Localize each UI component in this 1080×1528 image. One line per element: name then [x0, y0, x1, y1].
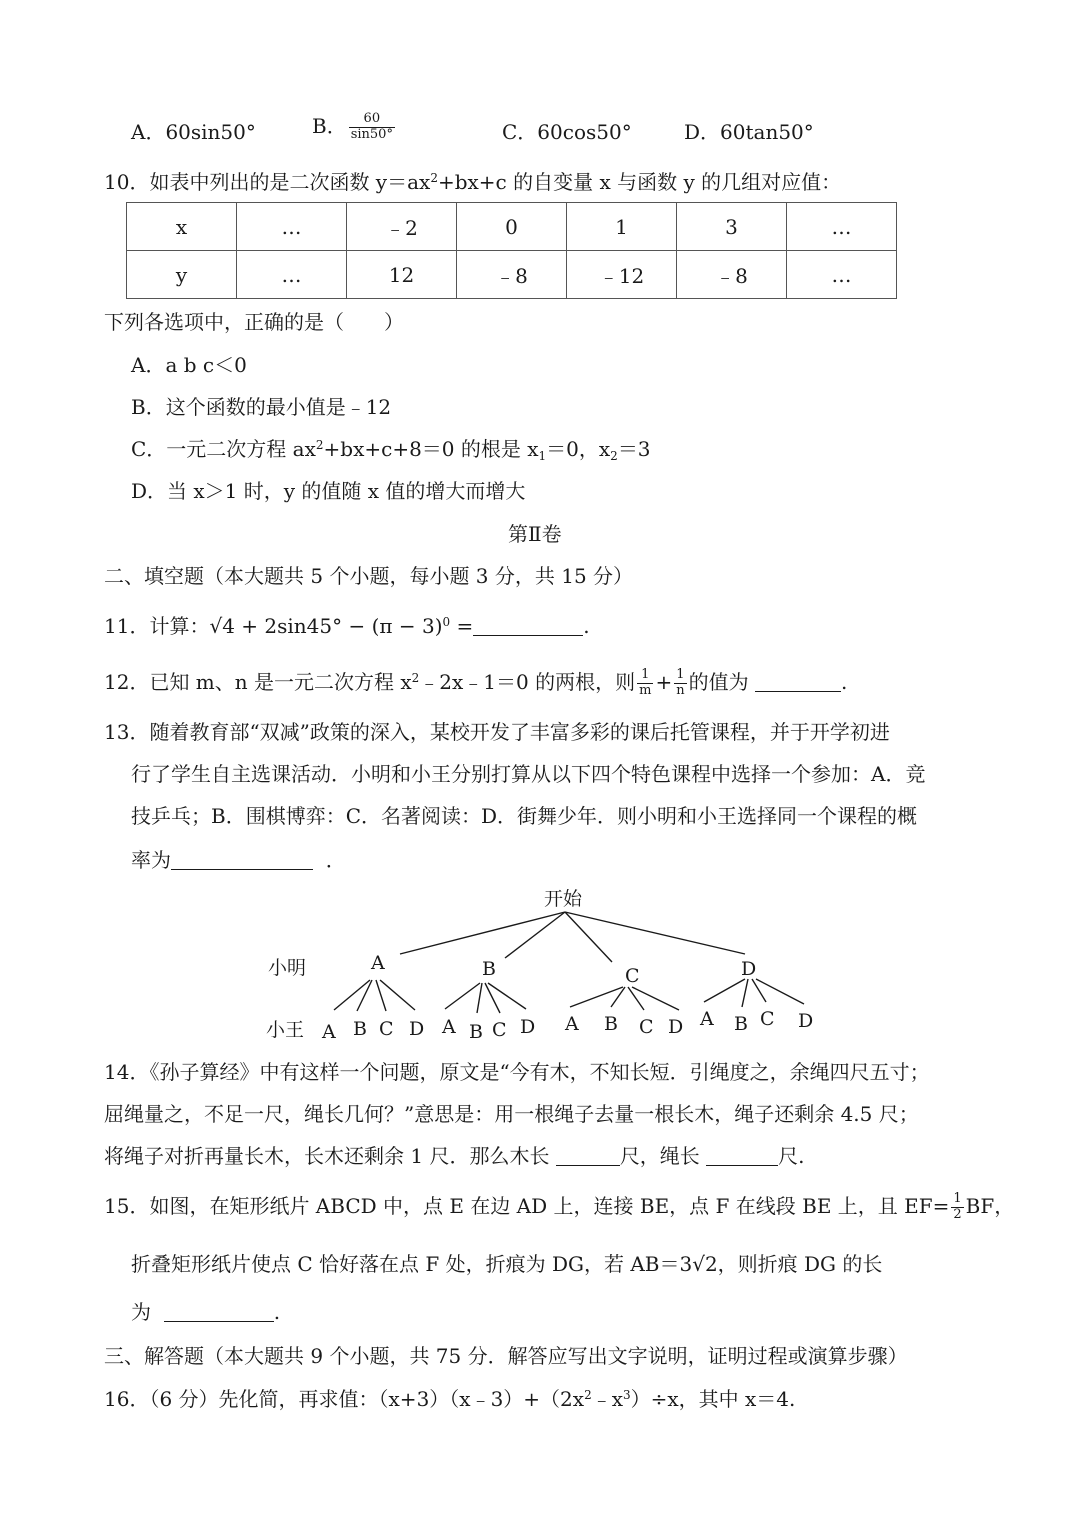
q10-c-part1: C．一元二次方程 ax [131, 437, 316, 461]
tree-level1-node: C [625, 965, 640, 987]
tree-leaf: C [379, 1018, 394, 1040]
q14-wood-length-blank[interactable] [556, 1147, 620, 1166]
q14-line-1: 14．《孙子算经》中有这样一个问题，原文是“今有木，不知长短．引绳度之，余绳四尺五寸； [104, 1060, 930, 1084]
q12-f2-num: 1 [674, 668, 686, 684]
tree-leaf: B [469, 1021, 483, 1043]
q16-mid: ﹣x [591, 1387, 623, 1411]
q16-post: ）÷x，其中 x＝4. [630, 1387, 796, 1411]
table-cell: 12 [347, 251, 457, 299]
tree-leaf: C [492, 1019, 507, 1041]
q14-rope-length-blank[interactable] [706, 1147, 778, 1166]
tree-branch [570, 987, 623, 1007]
tree-branch [477, 983, 482, 1013]
q16-sup2: 3 [622, 1388, 631, 1402]
q16 [104, 1389, 795, 1409]
q13-line4-end: ． [325, 848, 346, 872]
q14-line3-end: 尺. [778, 1144, 805, 1168]
tree-branch [400, 912, 565, 954]
tree-branch [485, 983, 500, 1013]
q15-frac-den: 2 [953, 1206, 962, 1222]
q14-line-2: 屈绳量之，不足一尺，绳长几何？”意思是：用一根绳子去量一根长木，绳子还剩余 4.5 尺； [104, 1102, 919, 1126]
volume-title: 第Ⅱ卷 [508, 522, 562, 546]
q14-line3-pre: 将绳子对折再量长木，长木还剩余 1 尺．那么木长 [104, 1144, 550, 1168]
tree-leaf: D [668, 1016, 684, 1038]
q13-line-1: 13．随着教育部“双减”政策的深入，某校开发了丰富多彩的课后托管课程，并于开学初进 [104, 720, 890, 744]
q12-f1-num: 1 [637, 668, 653, 684]
tree-branch [742, 979, 748, 1007]
q10-c-part4: ＝3 [617, 437, 651, 461]
tree-root-label: 开始 [544, 888, 583, 910]
q10-c-part3: ＝0，x [546, 437, 611, 461]
q14-line-3 [104, 1146, 805, 1166]
q15-line1-post: BF， [965, 1193, 1015, 1218]
q12-mid: ﹣2x﹣1＝0 的两根，则 [419, 669, 636, 694]
tree-leaf: B [734, 1013, 748, 1035]
q12-f1-den: m [639, 682, 652, 698]
q12-pre: 12．已知 m、n 是一元二次方程 x [104, 669, 412, 694]
q12-plus: + [655, 669, 673, 694]
table-cell: … [237, 251, 347, 299]
table-cell: ﹣8 [457, 251, 567, 299]
tree-branch [445, 983, 480, 1009]
q11-exponent: 0 [442, 615, 451, 629]
tree-leaf: A [565, 1013, 579, 1035]
tree-level1-node: D [741, 958, 757, 980]
tree-branch [628, 987, 644, 1010]
q11-expression: √4 + 2sin45° − (π − 3) [209, 614, 443, 638]
tree-leaf: B [353, 1018, 367, 1040]
q10-stem-pre: 10．如表中列出的是二次函数 y＝ax [104, 170, 431, 194]
q12-sup: 2 [411, 670, 420, 685]
q15-line-3 [131, 1302, 280, 1322]
tree-level1-node: A [371, 952, 385, 974]
table-cell: … [787, 251, 897, 299]
q12-f2-den: n [676, 682, 685, 698]
tree-leaf: D [798, 1010, 814, 1032]
q15-line3-end: . [273, 1300, 281, 1324]
q10-c-sub1: 1 [538, 449, 547, 463]
table-cell: … [237, 203, 347, 251]
tree-branch [565, 912, 612, 962]
q11-pre: 11．计算： [104, 614, 210, 638]
table-cell: ﹣2 [347, 203, 457, 251]
q16-sup1: 2 [584, 1388, 592, 1402]
table-cell: 3 [677, 203, 787, 251]
q13-line-2: 行了学生自主选课活动．小明和小王分别打算从以下四个特色课程中选择一个参加：A．竞 [131, 762, 926, 786]
table-cell: x [127, 203, 237, 251]
q10-prompt: 下列各选项中，正确的是（ ） [104, 310, 404, 334]
tree-leaf: C [760, 1008, 775, 1030]
tree-branch [505, 912, 565, 958]
q10-stem-sup: 2 [430, 171, 438, 185]
q10-stem-post: +bx+c 的自变量 x 与函数 y 的几组对应值： [437, 170, 842, 194]
tree-row-label-xiaowang: 小王 [266, 1019, 305, 1041]
section3-heading: 三、解答题（本大题共 9 个小题，共 75 分．解答应写出文字说明，证明过程或演算步骤） [104, 1344, 908, 1368]
tree-leaf: B [604, 1013, 618, 1035]
tree-leaf: D [409, 1018, 425, 1040]
tree-branch [756, 979, 804, 1004]
q14-line3-mid: 尺，绳长 [619, 1144, 700, 1168]
q15-line3-pre: 为 [131, 1300, 151, 1324]
tree-leaf: A [322, 1021, 336, 1043]
table-cell: y [127, 251, 237, 299]
q10-c-part2: +bx+c+8＝0 的根是 x [323, 437, 539, 461]
table-cell: … [787, 203, 897, 251]
q13-line4-pre: 率为 [131, 848, 171, 872]
q10-option-a: A．a b c＜0 [131, 353, 247, 377]
tree-branch [704, 979, 745, 1002]
q9-b-numerator: 60 [349, 112, 395, 128]
tree-leaf: A [700, 1008, 714, 1030]
q10-c-sub2: 2 [610, 449, 618, 463]
table-cell: 0 [457, 203, 567, 251]
q12-post: 的值为 [688, 669, 749, 694]
tree-leaf: C [639, 1016, 654, 1038]
q12-end: . [840, 669, 848, 694]
tree-leaf: A [442, 1016, 456, 1038]
tree-row-label-xiaoming: 小明 [268, 957, 307, 979]
tree-branch [488, 983, 526, 1009]
tree-level1-node: B [482, 958, 496, 980]
q15-fraction-half [951, 1192, 963, 1223]
tree-branch [632, 987, 679, 1010]
tree-branch [565, 912, 745, 954]
q15-answer-blank[interactable] [164, 1303, 274, 1322]
q10-option-b: B．这个函数的最小值是﹣12 [131, 395, 392, 419]
q11-end: . [583, 614, 590, 638]
table-cell: ﹣8 [677, 251, 787, 299]
q9-option-a: A．60sin50° [131, 120, 256, 144]
q15-line-2: 折叠矩形纸片使点 C 恰好落在点 F 处，折痕为 DG，若 AB＝3√2，则折痕 DG 的长 [131, 1252, 883, 1276]
q15-line-1 [104, 1192, 1014, 1223]
q10-c-sup: 2 [315, 438, 324, 452]
section2-heading: 二、填空题（本大题共 5 个小题，每小题 3 分，共 15 分） [104, 564, 634, 588]
q9-option-b-prefix: B． [312, 113, 347, 138]
q15-line1-pre: 15．如图，在矩形纸片 ABCD 中，点 E 在边 AD 上，连接 BE，点 F 在线段 BE 上，且 EF= [104, 1193, 950, 1218]
tree-branch [380, 980, 415, 1010]
q9-b-denominator: sin50° [350, 126, 393, 142]
tree-leaf: D [520, 1016, 536, 1038]
q13-line-3: 技乒乓；B．围棋博弈：C．名著阅读：D．街舞少年．则小明和小王选择同一个课程的概 [131, 804, 918, 828]
tree-branches [334, 912, 804, 1013]
table-cell: ﹣12 [567, 251, 677, 299]
q11-equals: = [450, 614, 474, 638]
q9-option-c: C．60cos50° [502, 120, 632, 144]
q16-pre: 16．（6 分）先化简，再求值：（x+3）（x﹣3）+（2x [104, 1387, 585, 1411]
q10-option-d: D．当 x＞1 时，y 的值随 x 值的增大而增大 [131, 479, 526, 503]
q15-frac-num: 1 [953, 1191, 962, 1206]
table-cell: 1 [567, 203, 677, 251]
q9-option-d: D．60tan50° [684, 120, 814, 144]
